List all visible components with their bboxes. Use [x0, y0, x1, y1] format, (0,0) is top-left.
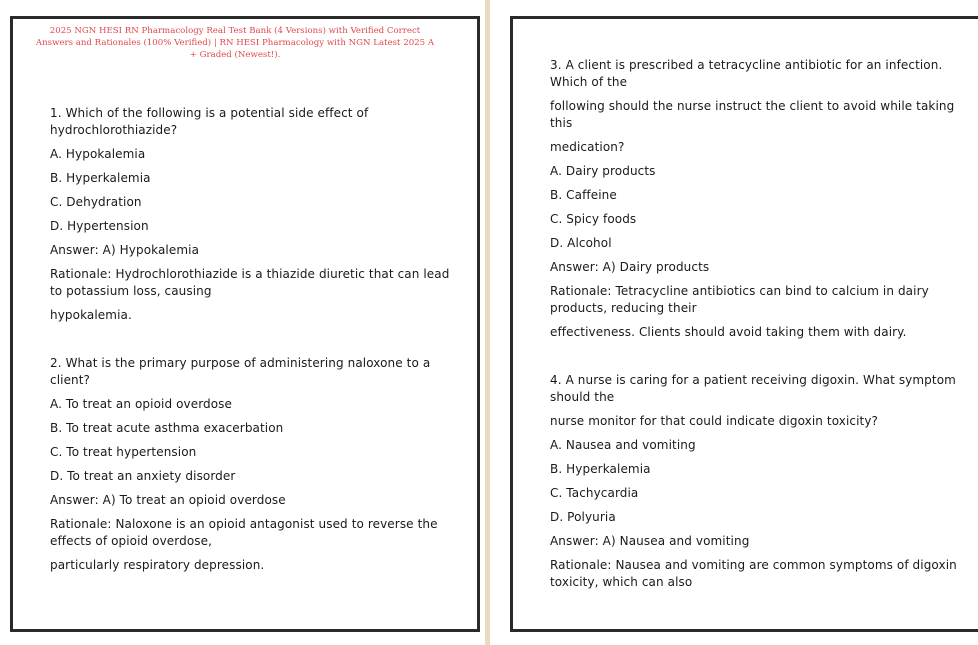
rationale: Rationale: Tetracycline antibiotics can bind to calcium in dairy products, reducing their: [550, 284, 929, 315]
option-c: C. To treat hypertension: [50, 445, 197, 459]
answer: Answer: A) Hypokalemia: [50, 243, 200, 257]
document-page-right: [510, 16, 978, 632]
option-b: B. To treat acute asthma exacerbation: [50, 421, 284, 435]
answer: Answer: A) Nausea and vomiting: [550, 534, 750, 548]
option-b: B. Caffeine: [550, 188, 617, 202]
option-a: A. Hypokalemia: [50, 147, 146, 161]
rationale-continued: hypokalemia.: [50, 308, 132, 322]
option-c: C. Spicy foods: [550, 212, 637, 226]
rationale: Rationale: Hydrochlorothiazide is a thiazide diuretic that can lead to potassium loss, causing: [50, 267, 450, 298]
option-c: C. Tachycardia: [550, 486, 639, 500]
answer: Answer: A) Dairy products: [550, 260, 710, 274]
question-1: [50, 105, 455, 331]
option-b: B. Hyperkalemia: [550, 462, 651, 476]
option-a: A. Nausea and vomiting: [550, 438, 696, 452]
option-a: A. To treat an opioid overdose: [50, 397, 233, 411]
answer: Answer: A) To treat an opioid overdose: [50, 493, 286, 507]
question-stem-continued: nurse monitor for that could indicate digoxin toxicity?: [550, 414, 879, 428]
rationale: Rationale: Naloxone is an opioid antagonist used to reverse the effects of opioid overdose,: [50, 517, 438, 548]
question-stem-continued: following should the nurse instruct the client to avoid while taking this: [550, 99, 955, 130]
question-stem: 2. What is the primary purpose of administering naloxone to a client?: [50, 356, 431, 387]
question-stem: 1. Which of the following is a potential side effect of hydrochlorothiazide?: [50, 106, 369, 137]
option-b: B. Hyperkalemia: [50, 171, 151, 185]
rationale: Rationale: Nausea and vomiting are common symptoms of digoxin toxicity, which can also: [550, 558, 957, 589]
option-c: C. Dehydration: [50, 195, 142, 209]
question-3: [550, 57, 960, 348]
option-d: D. To treat an anxiety disorder: [50, 469, 236, 483]
option-d: D. Alcohol: [550, 236, 612, 250]
question-stem: 3. A client is prescribed a tetracycline antibiotic for an infection. Which of the: [550, 58, 943, 89]
question-stem: 4. A nurse is caring for a patient receiving digoxin. What symptom should the: [550, 373, 956, 404]
question-stem-end: medication?: [550, 140, 625, 154]
option-d: D. Polyuria: [550, 510, 616, 524]
option-d: D. Hypertension: [50, 219, 149, 233]
document-header: 2025 NGN HESI RN Pharmacology Real Test Bank (4 Versions) with Verified Correct Answers and Rationales (100% Verified) | RN HESI Pharmacology with NGN Latest 2025 A + Graded (Newest!).: [35, 26, 435, 60]
question-4: [550, 372, 960, 598]
rationale-continued: effectiveness. Clients should avoid taking them with dairy.: [550, 325, 907, 339]
question-2: [50, 355, 455, 581]
rationale-continued: particularly respiratory depression.: [50, 558, 265, 572]
option-a: A. Dairy products: [550, 164, 656, 178]
document-page-left: [10, 16, 480, 632]
page-gutter: [485, 0, 490, 645]
